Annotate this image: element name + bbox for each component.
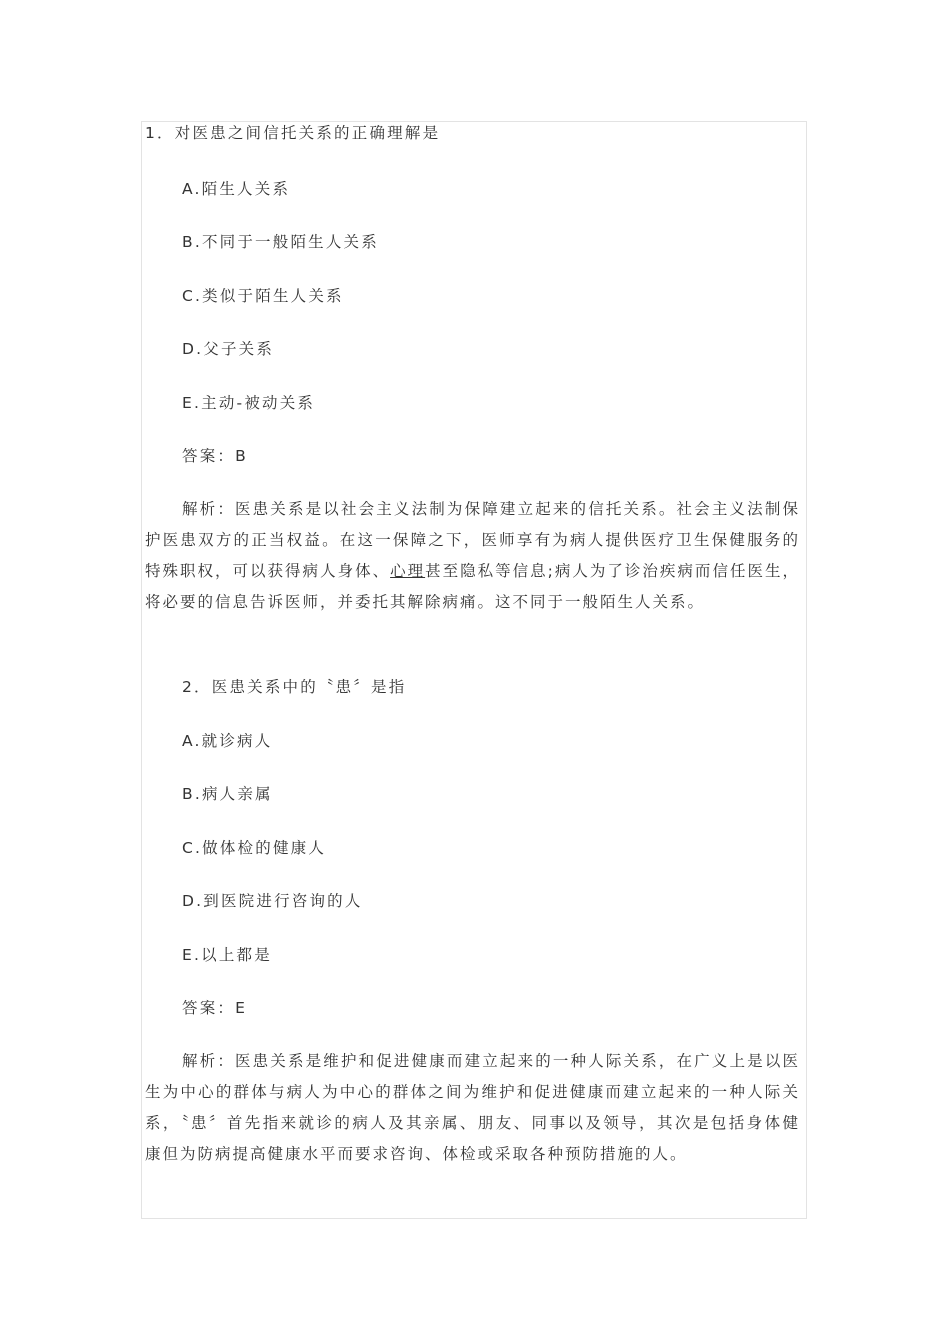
question-1-analysis-text-end: 甚至隐私等信息;病人为了诊治疾病而信任医生，将必要的信息告诉医师，并委托其解除病痛。这不同于一般陌生人关系。	[145, 562, 800, 611]
xinli-link[interactable]: 心理	[390, 562, 426, 580]
question-2-option-b: B.病人亲属	[182, 785, 273, 803]
question-1-option-d: D.父子关系	[182, 340, 275, 358]
question-1-title: 1．对医患之间信托关系的正确理解是	[145, 124, 441, 142]
question-2-option-d: D.到医院进行咨询的人	[182, 892, 363, 910]
question-1-answer: 答案：B	[182, 447, 248, 465]
question-2-option-e: E.以上都是	[182, 946, 272, 964]
question-2-option-a: A.就诊病人	[182, 732, 273, 750]
question-1-option-e: E.主动-被动关系	[182, 394, 316, 412]
question-1-analysis-text: 解析：医患关系是以社会主义法制为保障建立起来的信托关系。社会主义法制保护医患双方的正当权益。在这一保障之下，医师享有为病人提供医疗卫生保健服务的特殊职权，可以获得病人身体、	[145, 500, 800, 580]
question-2-title: 2．医患关系中的〝患〞是指	[182, 678, 407, 696]
question-2-option-c: C.做体检的健康人	[182, 839, 327, 857]
question-1-option-c: C.类似于陌生人关系	[182, 287, 344, 305]
question-1-option-b: B.不同于一般陌生人关系	[182, 233, 379, 251]
question-1-option-a: A.陌生人关系	[182, 180, 291, 198]
question-2-analysis: 解析：医患关系是维护和促进健康而建立起来的一种人际关系，在广义上是以医生为中心的群体与病人为中心的群体之间为维护和促进健康而建立起来的一种人际关系，〝患〞首先指来就诊的病人及其亲属、朋友、同事以及领导，其次是包括身体健康但为防病提高健康水平而要求咨询、体检或采取各种预防措施的人。	[145, 1052, 800, 1163]
question-1-analysis	[145, 494, 800, 618]
question-2-answer: 答案：E	[182, 999, 248, 1017]
